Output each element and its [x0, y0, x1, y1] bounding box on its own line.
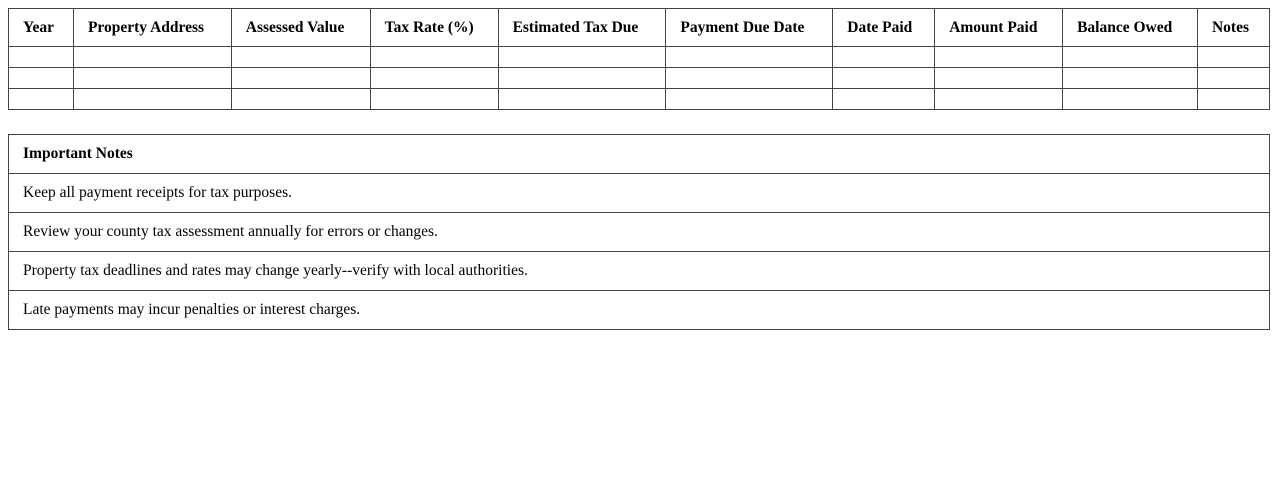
column-header-assessed-value: Assessed Value — [231, 9, 370, 47]
table-cell[interactable] — [9, 68, 74, 89]
table-cell[interactable] — [1063, 68, 1198, 89]
table-cell[interactable] — [370, 89, 498, 110]
notes-header: Important Notes — [9, 135, 1270, 174]
table-cell[interactable] — [231, 47, 370, 68]
list-item — [9, 252, 1270, 291]
table-cell[interactable] — [666, 68, 833, 89]
note-text: Keep all payment receipts for tax purposes. — [9, 174, 1270, 213]
table-cell[interactable] — [498, 68, 666, 89]
table-cell[interactable] — [935, 89, 1063, 110]
table-cell[interactable] — [370, 47, 498, 68]
note-text: Review your county tax assessment annually for errors or changes. — [9, 213, 1270, 252]
table-cell[interactable] — [73, 89, 231, 110]
table-cell[interactable] — [73, 47, 231, 68]
table-cell[interactable] — [1197, 47, 1269, 68]
column-header-notes: Notes — [1197, 9, 1269, 47]
note-text: Late payments may incur penalties or interest charges. — [9, 291, 1270, 330]
table-cell[interactable] — [935, 68, 1063, 89]
table-cell[interactable] — [73, 68, 231, 89]
table-cell[interactable] — [9, 47, 74, 68]
list-item — [9, 213, 1270, 252]
list-item — [9, 174, 1270, 213]
table-header-row — [9, 9, 1270, 47]
important-notes-table — [8, 134, 1270, 330]
property-tax-table — [8, 8, 1270, 110]
column-header-tax-rate: Tax Rate (%) — [370, 9, 498, 47]
column-header-payment-due-date: Payment Due Date — [666, 9, 833, 47]
column-header-estimated-tax-due: Estimated Tax Due — [498, 9, 666, 47]
table-cell[interactable] — [666, 47, 833, 68]
table-cell[interactable] — [1063, 89, 1198, 110]
table-cell[interactable] — [1063, 47, 1198, 68]
table-cell[interactable] — [9, 89, 74, 110]
column-header-date-paid: Date Paid — [833, 9, 935, 47]
column-header-year: Year — [9, 9, 74, 47]
table-row — [9, 68, 1270, 89]
table-cell[interactable] — [833, 89, 935, 110]
list-item — [9, 291, 1270, 330]
column-header-property-address: Property Address — [73, 9, 231, 47]
table-cell[interactable] — [498, 89, 666, 110]
notes-header-row — [9, 135, 1270, 174]
table-cell[interactable] — [231, 89, 370, 110]
table-cell[interactable] — [935, 47, 1063, 68]
column-header-balance-owed: Balance Owed — [1063, 9, 1198, 47]
table-cell[interactable] — [833, 68, 935, 89]
table-row — [9, 47, 1270, 68]
table-cell[interactable] — [833, 47, 935, 68]
table-cell[interactable] — [1197, 68, 1269, 89]
table-cell[interactable] — [1197, 89, 1269, 110]
column-header-amount-paid: Amount Paid — [935, 9, 1063, 47]
table-row — [9, 89, 1270, 110]
table-cell[interactable] — [370, 68, 498, 89]
table-cell[interactable] — [498, 47, 666, 68]
note-text: Property tax deadlines and rates may change yearly--verify with local authorities. — [9, 252, 1270, 291]
table-cell[interactable] — [231, 68, 370, 89]
table-cell[interactable] — [666, 89, 833, 110]
